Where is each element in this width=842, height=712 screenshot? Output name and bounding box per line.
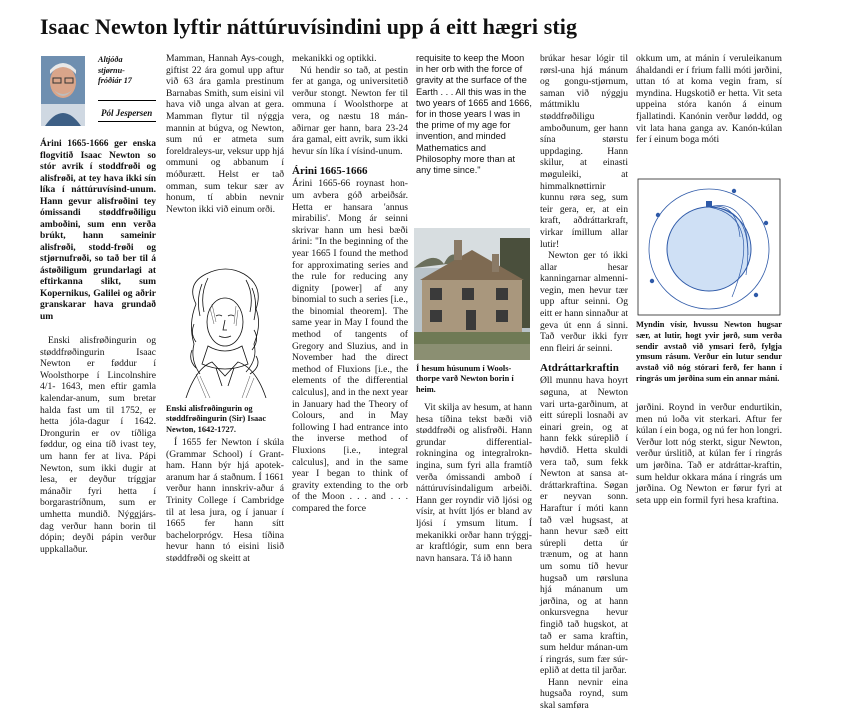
paragraph: mekanikki og optikki. [292,53,377,64]
author-name: Pól Jespersen [101,108,153,118]
series-line-2: stjørnu- [98,65,125,75]
column-6-lower [636,402,782,506]
portrait-caption: Enski alisfrøðingurin og støddfrøðingurin (Sir) Isaac Newton, 1642-1727. [166,404,267,434]
paragraph: Øll munnu hava hoyrt søguna, at Newton vari urta-garðinum, at eitt súrepli losnaði av einari grein, og at hann fekk súreplið í høvdið. Hetta skuldi vera tað, sum fekk Newton at sansa at-dráttarkraftina. Søgan er neyvan sonn. Haraftur í móti kann tað væl hugsast, at hann hevur sæð eitt súrepli detta úr trænum, og at hann um somu tíð hevur hugsað um rørsluna hjá mánanum um jørðina, og at hann onkursvegna hevur fingið tað hugskot, at tað er sama kraftin, sum heldur mánan-um í ringrás, sum fær súr-eplið at detta til jarðar. [540,375,628,677]
paragraph: jørðini. Roynd in verður endurtikin, men nú loða vit sterkari. Aftur fer kúlan í ein boga, og nú fer hon longri. Verður lott nóg sterkt, sigur Newton, verður úrslitið, at kúlan fer í ringrás um jørðina. Tað er atdráttar-kraftin, sum heldur okkara mána í ringrás um jørðina. Og Newton er førur fyri at seta upp ein formil fyri hesa kraftina. [636,402,782,506]
column-3 [292,53,408,515]
series-label [98,55,154,87]
paragraph: Mamman, Hannah Ays-cough, giftist 22 ára gomul upp aftur við 63 ára gamla prestinum Barnabas Smith, sum eisini vil hava við unga alvan at gera. Mamman flytur til nýggja mannin at búgva, og Newton, sum nú er atmeta sum foreldraleys-ur, veksur upp hjá ommuni og abbanum í móðurætt. Helst er tað omman, sum tekur sær av honum, tí abbin nevnir Newton ikki við einum orði. [166,53,284,215]
column-1 [40,139,156,555]
paragraph: Í 1655 fer Newton í skúla (Grammar School) í Grant-ham. Hann býr hjá apotek-aranum har á staðnum. Í 1661 verður hann innskriv-aður á Trinity College í Cambridge til at lesa jura, og í januar í 1665 fer hann sítt bachelorprógv. Hesa tíðina hevur hann tó eisini lisið støddfrøði og skeitt at [166,437,284,564]
paragraph: Enski alisfrøðingurin og støddfrøðingurin Isaac Newton er føddur í Woolsthorpe í Lincolnshire 4/1- 1643, men eftir gamla kalendar-anum, sum bretar halda fast um til 1752, er hetta jóla-dagur í 1642. Drongurin er ov tíðliga føddur, og eina tíð ivast tey, um hann fer at liva. Pápi Newton, sum ikki dugir at lesa, er deyður tríggjar mánaðir fyri hetta í borgarastríðnum, sum er umhetta mundið. Nýggjárs-dag verður hann borin til dópin; deyði pápin verður uppkallaður. [40,335,156,555]
lead-paragraph: Árini 1665-1666 ger enska flogvitið Isaac Newton so stór avrik í stoddfrøði og alisfrøði, at tey hava ikki sín líka í náttúruvísind-unum. Hann gevur alisfrøðini tey ómissandi støddfrøðiligu amboðini, sum enn verða brúkt, hann sameinir alisfrøði, stodd-frøði og stjørnufrøði, so tað ber til á ástøðiligum grundarlagi at eftirkanna slikt, sum Kopernikus, Galilei og aðrir granskarar hava grundað um [40,139,156,322]
paragraph: Hann nevnir eina hugsaða roynd, sum skal samføra [540,676,628,712]
byline-rule-bottom [98,121,156,122]
series-line-3: fróðiár 17 [98,76,132,85]
article-title: Isaac Newton lyftir náttúruvísindini upp á eitt hægri stig [40,14,578,39]
section-heading: Árini 1665-1666 [292,165,368,178]
column-2 [166,53,284,215]
newton-cannonball-diagram [636,177,782,317]
newton-quote: requisite to keep the Moon in her orb with the force of gravity at the surface of the Earth . . . All this was in the two years of 1665 and 1666, for in those years I was in the prime of my age for invention, and minded Mathematics and Philosophy more than at any time since." [416,53,532,176]
column-2-lower [166,437,284,565]
paragraph: Nú hendir so tað, at pestin fer at ganga, og universitetið verður stongt. Newton fer til ommuna í Woolsthorpe at vera, og næstu 18 mán-aðirnar ger hann, bara 23-24 ára gamal, eitt avrik, sum ikki hevur sín líka í vísind-unum. [292,64,408,157]
woolsthorpe-house-photo [414,228,530,360]
column-4-lower [416,402,532,564]
byline-rule-top [98,100,156,101]
paragraph: okkum um, at mánin í veruleikanum áhaldandi er í frium falli móti jørðini, uttan tó at koma vegin fram, sí myndina. Hugskotið er hetta. Vit seta uppeina stóra kanón á einum fjallatindi. Kanónin verður løddd, og vit lata hana ganga av. Kanón-kúlan fer í einum boga móti [636,53,782,146]
series-line-1: Altjóða [98,55,123,64]
column-5 [540,53,628,712]
paragraph: Newton ger tó ikki allar hesar kanningarnar almenni-vegin, men hevur tær upp aftur seinni. Og eitt er hann sinnaður at geva út enn á sinni. Tað verður ikki fyrr enn fleiri ár seinni. [540,250,628,354]
house-caption: Í hesum húsunum í Wools-thorpe varð Newton borin í heim. [416,364,514,394]
section-heading: Atdráttarkraftin [540,362,619,375]
paragraph: Árini 1665-66 roynast hon-um avbera góð arbeiðsár. Hetta er hansara 'annus mirabilis'. Mong ár seinni skrivar hann um hesi bæði árini: "In the beginning of the year 1665 I found the method for approximating series and the rule for reducing any dignity [power] af any binomial to such a series [i.e., the binomial theorem]. The same year in May I found the method of tangents of Gregory and Sluzius, and in November had the direct method of Fluxions [i.e., the elements of the differential calculus], and in the next year in January had the Theory of Colours, and in May following I had entrance into the inverse method of Fluxions [i.e., integral calculus], and in the same year I began to think of gravity extending to the orb of the Moon . . . and . . . compared the force [292,178,408,514]
column-6 [636,53,782,146]
author-photo [41,56,85,126]
paragraph: Vit skilja av hesum, at hann hesa tíðina tekst bæði við støddfrøði og alisfrøði. Hann grundar differential-rokningina og integralrokn-ingina, sum fyri alla framtíð verða ómissandi amboð í náttúruvísindaligum arbeiði. Hann ger royndir við ljósi og vísir, at hvítt ljós er bland av ljósi í ymsum litum. Í mekanikki orðar hann trýggj-ar kraftlógir, sum enn bera navn hansara. Tá ið hann [416,402,532,564]
diagram-caption: Myndin vísir, hvussu Newton hugsar sær, at lutir, hogt yvir jørð, sum verða sendir avstað við ymsari ferð, fylgja ymsum rásum. Verður ein lutur sendur avstað við nóg stórari ferð, fer hann í ringrás um jørðina sum ein annar máni. [636,320,782,383]
paragraph: brúkar hesar lógir til rørsl-una hjá mánum og gongu-stjørnum, saman við nýggju máttmiklu støddfrøðiligu amboðunum, ger hann sína størstu uppdaging. Hann skilur, at einasti møguleiki, at himmalknøttirnir kunnu røra seg, sum teir gera, er, at ein kraft, aðdráttarkraft, virkar ímillum allar lutir! [540,53,628,250]
newton-portrait [166,264,284,398]
